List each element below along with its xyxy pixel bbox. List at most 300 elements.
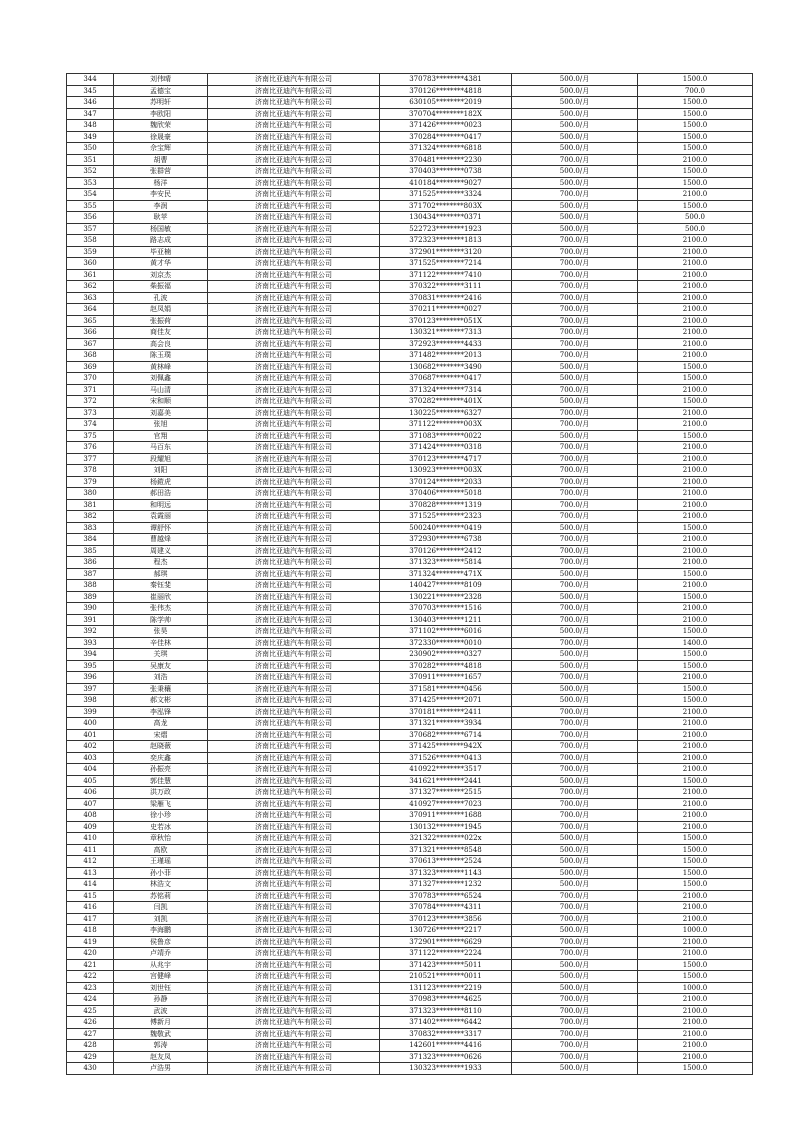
- id-number-cell: 371525********3324: [380, 189, 512, 201]
- name-cell: 刘京杰: [114, 269, 208, 281]
- amount-cell: 1500.0: [638, 626, 753, 638]
- company-cell: 济南比亚迪汽车有限公司: [208, 476, 380, 488]
- row-number-cell: 379: [67, 476, 114, 488]
- monthly-rate-cell: 700.0/月: [512, 580, 638, 592]
- monthly-rate-cell: 500.0/月: [512, 177, 638, 189]
- amount-cell: 2100.0: [638, 1028, 753, 1040]
- row-number-cell: 410: [67, 833, 114, 845]
- name-cell: 柴振福: [114, 281, 208, 293]
- monthly-rate-cell: 500.0/月: [512, 200, 638, 212]
- name-cell: 侯鲁彦: [114, 936, 208, 948]
- amount-cell: 2100.0: [638, 1051, 753, 1063]
- id-number-cell: 370704********182X: [380, 108, 512, 120]
- monthly-rate-cell: 700.0/月: [512, 718, 638, 730]
- row-number-cell: 345: [67, 85, 114, 97]
- amount-cell: 1500.0: [638, 108, 753, 120]
- table-row: [67, 683, 753, 695]
- table-row: [67, 74, 753, 86]
- amount-cell: 2100.0: [638, 350, 753, 362]
- amount-cell: 2100.0: [638, 1005, 753, 1017]
- monthly-rate-cell: 500.0/月: [512, 74, 638, 86]
- company-cell: 济南比亚迪汽车有限公司: [208, 74, 380, 86]
- monthly-rate-cell: 700.0/月: [512, 637, 638, 649]
- row-number-cell: 349: [67, 131, 114, 143]
- row-number-cell: 358: [67, 235, 114, 247]
- row-number-cell: 350: [67, 143, 114, 155]
- id-number-cell: 371324********7314: [380, 384, 512, 396]
- monthly-rate-cell: 700.0/月: [512, 419, 638, 431]
- table-row: [67, 488, 753, 500]
- name-cell: 宫健峰: [114, 971, 208, 983]
- table-row: [67, 660, 753, 672]
- table-row: [67, 396, 753, 408]
- table-row: [67, 821, 753, 833]
- name-cell: 佘宝辉: [114, 143, 208, 155]
- id-number-cell: 371321********8548: [380, 844, 512, 856]
- table-body: [67, 74, 753, 1075]
- table-row: [67, 223, 753, 235]
- id-number-cell: 372930********6738: [380, 534, 512, 546]
- company-cell: 济南比亚迪汽车有限公司: [208, 223, 380, 235]
- id-number-cell: 371424********0318: [380, 442, 512, 454]
- monthly-rate-cell: 500.0/月: [512, 430, 638, 442]
- monthly-rate-cell: 500.0/月: [512, 626, 638, 638]
- row-number-cell: 356: [67, 212, 114, 224]
- amount-cell: 2100.0: [638, 246, 753, 258]
- table-row: [67, 281, 753, 293]
- monthly-rate-cell: 700.0/月: [512, 465, 638, 477]
- company-cell: 济南比亚迪汽车有限公司: [208, 545, 380, 557]
- monthly-rate-cell: 700.0/月: [512, 810, 638, 822]
- amount-cell: 2100.0: [638, 384, 753, 396]
- monthly-rate-cell: 700.0/月: [512, 1005, 638, 1017]
- id-number-cell: 131123********2219: [380, 982, 512, 994]
- table-row: [67, 971, 753, 983]
- table-row: [67, 764, 753, 776]
- monthly-rate-cell: 700.0/月: [512, 764, 638, 776]
- monthly-rate-cell: 700.0/月: [512, 258, 638, 270]
- amount-cell: 2100.0: [638, 476, 753, 488]
- row-number-cell: 369: [67, 361, 114, 373]
- id-number-cell: 371324********471X: [380, 568, 512, 580]
- name-cell: 杨鎧虎: [114, 476, 208, 488]
- amount-cell: 2100.0: [638, 338, 753, 350]
- row-number-cell: 418: [67, 925, 114, 937]
- id-number-cell: 370123********3856: [380, 913, 512, 925]
- monthly-rate-cell: 500.0/月: [512, 223, 638, 235]
- table-row: [67, 212, 753, 224]
- amount-cell: 1500.0: [638, 649, 753, 661]
- name-cell: 卢靖乔: [114, 948, 208, 960]
- amount-cell: 1500.0: [638, 695, 753, 707]
- row-number-cell: 421: [67, 959, 114, 971]
- table-row: [67, 166, 753, 178]
- monthly-rate-cell: 700.0/月: [512, 936, 638, 948]
- table-row: [67, 269, 753, 281]
- row-number-cell: 407: [67, 798, 114, 810]
- company-cell: 济南比亚迪汽车有限公司: [208, 189, 380, 201]
- row-number-cell: 422: [67, 971, 114, 983]
- company-cell: 济南比亚迪汽车有限公司: [208, 982, 380, 994]
- monthly-rate-cell: 500.0/月: [512, 1063, 638, 1075]
- amount-cell: 2100.0: [638, 913, 753, 925]
- amount-cell: 2100.0: [638, 787, 753, 799]
- company-cell: 济南比亚迪汽车有限公司: [208, 649, 380, 661]
- company-cell: 济南比亚迪汽车有限公司: [208, 258, 380, 270]
- company-cell: 济南比亚迪汽车有限公司: [208, 108, 380, 120]
- monthly-rate-cell: 500.0/月: [512, 879, 638, 891]
- table-row: [67, 982, 753, 994]
- name-cell: 孔波: [114, 292, 208, 304]
- table-row: [67, 407, 753, 419]
- name-cell: 段耀旭: [114, 453, 208, 465]
- monthly-rate-cell: 700.0/月: [512, 338, 638, 350]
- id-number-cell: 370703********1516: [380, 603, 512, 615]
- monthly-rate-cell: 700.0/月: [512, 488, 638, 500]
- monthly-rate-cell: 700.0/月: [512, 948, 638, 960]
- amount-cell: 2100.0: [638, 706, 753, 718]
- id-number-cell: 130682********3490: [380, 361, 512, 373]
- table-row: [67, 522, 753, 534]
- amount-cell: 1500.0: [638, 396, 753, 408]
- row-number-cell: 348: [67, 120, 114, 132]
- amount-cell: 2100.0: [638, 292, 753, 304]
- company-cell: 济南比亚迪汽车有限公司: [208, 1028, 380, 1040]
- row-number-cell: 372: [67, 396, 114, 408]
- row-number-cell: 417: [67, 913, 114, 925]
- name-cell: 袁霞丽: [114, 511, 208, 523]
- row-number-cell: 403: [67, 752, 114, 764]
- company-cell: 济南比亚迪汽车有限公司: [208, 327, 380, 339]
- row-number-cell: 391: [67, 614, 114, 626]
- monthly-rate-cell: 700.0/月: [512, 534, 638, 546]
- table-row: [67, 373, 753, 385]
- row-number-cell: 357: [67, 223, 114, 235]
- name-cell: 马百东: [114, 442, 208, 454]
- amount-cell: 2100.0: [638, 764, 753, 776]
- id-number-cell: 371581********0456: [380, 683, 512, 695]
- company-cell: 济南比亚迪汽车有限公司: [208, 281, 380, 293]
- name-cell: 孟德宝: [114, 85, 208, 97]
- monthly-rate-cell: 500.0/月: [512, 522, 638, 534]
- company-cell: 济南比亚迪汽车有限公司: [208, 913, 380, 925]
- monthly-rate-cell: 500.0/月: [512, 373, 638, 385]
- name-cell: 王瑾瑶: [114, 856, 208, 868]
- table-row: [67, 626, 753, 638]
- table-row: [67, 844, 753, 856]
- table-row: [67, 729, 753, 741]
- amount-cell: 1500.0: [638, 143, 753, 155]
- name-cell: 闫凯: [114, 902, 208, 914]
- id-number-cell: 370282********4818: [380, 660, 512, 672]
- table-row: [67, 200, 753, 212]
- row-number-cell: 404: [67, 764, 114, 776]
- amount-cell: 1500.0: [638, 522, 753, 534]
- company-cell: 济南比亚迪汽车有限公司: [208, 752, 380, 764]
- id-number-cell: 410927********7023: [380, 798, 512, 810]
- table-row: [67, 361, 753, 373]
- id-number-cell: 321322********022x: [380, 833, 512, 845]
- row-number-cell: 346: [67, 97, 114, 109]
- name-cell: 刘浩: [114, 672, 208, 684]
- name-cell: 梁雁飞: [114, 798, 208, 810]
- table-row: [67, 706, 753, 718]
- monthly-rate-cell: 500.0/月: [512, 649, 638, 661]
- monthly-rate-cell: 700.0/月: [512, 350, 638, 362]
- monthly-rate-cell: 700.0/月: [512, 511, 638, 523]
- monthly-rate-cell: 700.0/月: [512, 189, 638, 201]
- monthly-rate-cell: 500.0/月: [512, 568, 638, 580]
- row-number-cell: 367: [67, 338, 114, 350]
- company-cell: 济南比亚迪汽车有限公司: [208, 465, 380, 477]
- company-cell: 济南比亚迪汽车有限公司: [208, 430, 380, 442]
- name-cell: 辛佳林: [114, 637, 208, 649]
- name-cell: 马山清: [114, 384, 208, 396]
- name-cell: 张旭: [114, 419, 208, 431]
- table-row: [67, 177, 753, 189]
- name-cell: 崔丽欣: [114, 591, 208, 603]
- amount-cell: 1500.0: [638, 120, 753, 132]
- row-number-cell: 363: [67, 292, 114, 304]
- row-number-cell: 371: [67, 384, 114, 396]
- monthly-rate-cell: 700.0/月: [512, 246, 638, 258]
- table-row: [67, 235, 753, 247]
- name-cell: 傅新月: [114, 1017, 208, 1029]
- monthly-rate-cell: 700.0/月: [512, 154, 638, 166]
- id-number-cell: 500240********0419: [380, 522, 512, 534]
- company-cell: 济南比亚迪汽车有限公司: [208, 269, 380, 281]
- amount-cell: 2100.0: [638, 488, 753, 500]
- monthly-rate-cell: 500.0/月: [512, 212, 638, 224]
- table-row: [67, 798, 753, 810]
- name-cell: 郭佳慧: [114, 775, 208, 787]
- name-cell: 郭涛: [114, 1040, 208, 1052]
- table-row: [67, 718, 753, 730]
- table-row: [67, 580, 753, 592]
- company-cell: 济南比亚迪汽车有限公司: [208, 442, 380, 454]
- table-row: [67, 890, 753, 902]
- table-row: [67, 1017, 753, 1029]
- amount-cell: 1500.0: [638, 74, 753, 86]
- table-row: [67, 879, 753, 891]
- name-cell: 杨洋: [114, 177, 208, 189]
- amount-cell: 1500.0: [638, 1063, 753, 1075]
- amount-cell: 1500.0: [638, 856, 753, 868]
- name-cell: 赵凤娟: [114, 304, 208, 316]
- monthly-rate-cell: 500.0/月: [512, 85, 638, 97]
- table-row: [67, 925, 753, 937]
- id-number-cell: 371525********7214: [380, 258, 512, 270]
- company-cell: 济南比亚迪汽车有限公司: [208, 603, 380, 615]
- company-cell: 济南比亚迪汽车有限公司: [208, 1051, 380, 1063]
- amount-cell: 2100.0: [638, 545, 753, 557]
- id-number-cell: 370181********2411: [380, 706, 512, 718]
- company-cell: 济南比亚迪汽车有限公司: [208, 798, 380, 810]
- table-row: [67, 1028, 753, 1040]
- name-cell: 李润: [114, 200, 208, 212]
- company-cell: 济南比亚迪汽车有限公司: [208, 177, 380, 189]
- name-cell: 毕亚楠: [114, 246, 208, 258]
- company-cell: 济南比亚迪汽车有限公司: [208, 821, 380, 833]
- name-cell: 刘伟晴: [114, 74, 208, 86]
- row-number-cell: 393: [67, 637, 114, 649]
- id-number-cell: 372923********4433: [380, 338, 512, 350]
- company-cell: 济南比亚迪汽车有限公司: [208, 580, 380, 592]
- id-number-cell: 371323********5814: [380, 557, 512, 569]
- amount-cell: 2100.0: [638, 269, 753, 281]
- amount-cell: 2100.0: [638, 534, 753, 546]
- table-row: [67, 442, 753, 454]
- row-number-cell: 392: [67, 626, 114, 638]
- id-number-cell: 370481********2230: [380, 154, 512, 166]
- monthly-rate-cell: 500.0/月: [512, 856, 638, 868]
- company-cell: 济南比亚迪汽车有限公司: [208, 775, 380, 787]
- company-cell: 济南比亚迪汽车有限公司: [208, 384, 380, 396]
- amount-cell: 1500.0: [638, 131, 753, 143]
- id-number-cell: 371102********6016: [380, 626, 512, 638]
- table-row: [67, 384, 753, 396]
- table-row: [67, 603, 753, 615]
- table-row: [67, 867, 753, 879]
- row-number-cell: 401: [67, 729, 114, 741]
- company-cell: 济南比亚迪汽车有限公司: [208, 902, 380, 914]
- name-cell: 程杰: [114, 557, 208, 569]
- table-row: [67, 568, 753, 580]
- monthly-rate-cell: 700.0/月: [512, 281, 638, 293]
- amount-cell: 2100.0: [638, 580, 753, 592]
- row-number-cell: 420: [67, 948, 114, 960]
- table-row: [67, 959, 753, 971]
- id-number-cell: 370832********3317: [380, 1028, 512, 1040]
- id-number-cell: 370783********6524: [380, 890, 512, 902]
- table-row: [67, 1051, 753, 1063]
- name-cell: 武波: [114, 1005, 208, 1017]
- amount-cell: 1500.0: [638, 867, 753, 879]
- company-cell: 济南比亚迪汽车有限公司: [208, 695, 380, 707]
- monthly-rate-cell: 700.0/月: [512, 442, 638, 454]
- monthly-rate-cell: 500.0/月: [512, 361, 638, 373]
- id-number-cell: 410922********3517: [380, 764, 512, 776]
- company-cell: 济南比亚迪汽车有限公司: [208, 867, 380, 879]
- name-cell: 宋熠: [114, 729, 208, 741]
- name-cell: 徐晟豪: [114, 131, 208, 143]
- company-cell: 济南比亚迪汽车有限公司: [208, 1063, 380, 1075]
- name-cell: 奕庆鑫: [114, 752, 208, 764]
- name-cell: 洪万政: [114, 787, 208, 799]
- row-number-cell: 423: [67, 982, 114, 994]
- company-cell: 济南比亚迪汽车有限公司: [208, 660, 380, 672]
- name-cell: 关琪: [114, 649, 208, 661]
- row-number-cell: 387: [67, 568, 114, 580]
- company-cell: 济南比亚迪汽车有限公司: [208, 637, 380, 649]
- id-number-cell: 371122********003X: [380, 419, 512, 431]
- row-number-cell: 400: [67, 718, 114, 730]
- monthly-rate-cell: 700.0/月: [512, 741, 638, 753]
- id-number-cell: 130403********1211: [380, 614, 512, 626]
- id-number-cell: 370687********0417: [380, 373, 512, 385]
- amount-cell: 1500.0: [638, 879, 753, 891]
- row-number-cell: 408: [67, 810, 114, 822]
- table-row: [67, 453, 753, 465]
- id-number-cell: 371083********0022: [380, 430, 512, 442]
- monthly-rate-cell: 500.0/月: [512, 143, 638, 155]
- row-number-cell: 399: [67, 706, 114, 718]
- table-row: [67, 97, 753, 109]
- amount-cell: 2100.0: [638, 729, 753, 741]
- monthly-rate-cell: 700.0/月: [512, 557, 638, 569]
- company-cell: 济南比亚迪汽车有限公司: [208, 154, 380, 166]
- company-cell: 济南比亚迪汽车有限公司: [208, 534, 380, 546]
- id-number-cell: 370126********4818: [380, 85, 512, 97]
- id-number-cell: 370828********1319: [380, 499, 512, 511]
- id-number-cell: 370126********2412: [380, 545, 512, 557]
- name-cell: 孙静: [114, 994, 208, 1006]
- company-cell: 济南比亚迪汽车有限公司: [208, 936, 380, 948]
- table-row: [67, 637, 753, 649]
- company-cell: 济南比亚迪汽车有限公司: [208, 672, 380, 684]
- name-cell: 刘嘉美: [114, 407, 208, 419]
- monthly-rate-cell: 700.0/月: [512, 499, 638, 511]
- company-cell: 济南比亚迪汽车有限公司: [208, 453, 380, 465]
- name-cell: 黄才华: [114, 258, 208, 270]
- name-cell: 高会良: [114, 338, 208, 350]
- company-cell: 济南比亚迪汽车有限公司: [208, 1017, 380, 1029]
- table-row: [67, 557, 753, 569]
- name-cell: 胡曹: [114, 154, 208, 166]
- name-cell: 李安民: [114, 189, 208, 201]
- row-number-cell: 370: [67, 373, 114, 385]
- amount-cell: 2100.0: [638, 407, 753, 419]
- id-number-cell: 371423********5011: [380, 959, 512, 971]
- monthly-rate-cell: 700.0/月: [512, 706, 638, 718]
- monthly-rate-cell: 500.0/月: [512, 683, 638, 695]
- id-number-cell: 370911********1688: [380, 810, 512, 822]
- id-number-cell: 370211********0027: [380, 304, 512, 316]
- monthly-rate-cell: 700.0/月: [512, 614, 638, 626]
- monthly-rate-cell: 700.0/月: [512, 1028, 638, 1040]
- company-cell: 济南比亚迪汽车有限公司: [208, 959, 380, 971]
- row-number-cell: 377: [67, 453, 114, 465]
- id-number-cell: 370124********2033: [380, 476, 512, 488]
- company-cell: 济南比亚迪汽车有限公司: [208, 419, 380, 431]
- name-cell: 耿苹: [114, 212, 208, 224]
- id-number-cell: 372330********0010: [380, 637, 512, 649]
- row-number-cell: 427: [67, 1028, 114, 1040]
- amount-cell: 2100.0: [638, 557, 753, 569]
- company-cell: 济南比亚迪汽车有限公司: [208, 683, 380, 695]
- row-number-cell: 390: [67, 603, 114, 615]
- row-number-cell: 347: [67, 108, 114, 120]
- id-number-cell: 371425********942X: [380, 741, 512, 753]
- row-number-cell: 394: [67, 649, 114, 661]
- monthly-rate-cell: 700.0/月: [512, 453, 638, 465]
- company-cell: 济南比亚迪汽车有限公司: [208, 200, 380, 212]
- row-number-cell: 430: [67, 1063, 114, 1075]
- subsidy-table: [66, 73, 753, 1075]
- amount-cell: 2100.0: [638, 936, 753, 948]
- amount-cell: 2100.0: [638, 154, 753, 166]
- row-number-cell: 398: [67, 695, 114, 707]
- name-cell: 张昊: [114, 626, 208, 638]
- row-number-cell: 365: [67, 315, 114, 327]
- monthly-rate-cell: 700.0/月: [512, 890, 638, 902]
- amount-cell: 2100.0: [638, 419, 753, 431]
- amount-cell: 2100.0: [638, 718, 753, 730]
- name-cell: 路志成: [114, 235, 208, 247]
- row-number-cell: 353: [67, 177, 114, 189]
- company-cell: 济南比亚迪汽车有限公司: [208, 350, 380, 362]
- id-number-cell: 371122********7410: [380, 269, 512, 281]
